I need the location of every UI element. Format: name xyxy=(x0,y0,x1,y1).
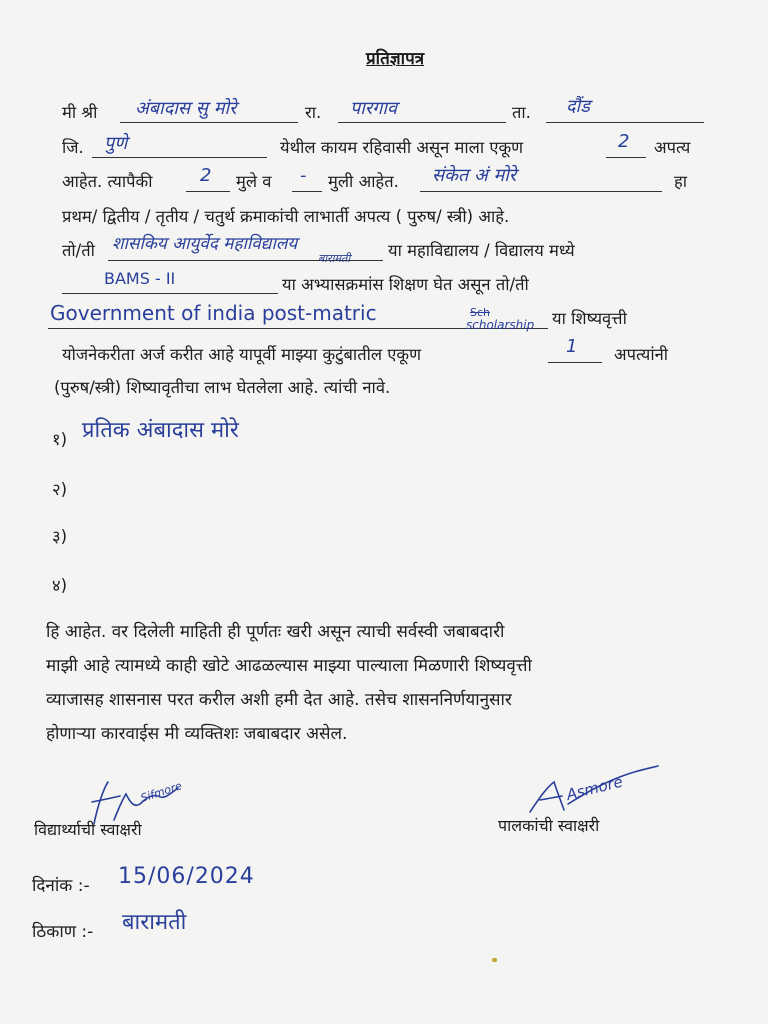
college-text: या महाविद्यालय / विद्यालय मध्ये xyxy=(388,241,575,260)
label-mule-va: मुले व xyxy=(236,172,272,191)
page-title: प्रतिज्ञापत्र xyxy=(366,49,425,69)
scholarship-value: Government of india post-matric xyxy=(50,301,377,325)
label-ji: जि. xyxy=(62,138,84,157)
daughters-value: - xyxy=(300,165,307,186)
parent-signature xyxy=(524,764,664,824)
label-to-ti: तो/ती xyxy=(62,241,95,260)
taluka-value: दौंड xyxy=(566,96,590,117)
label-apatya: अपत्य xyxy=(654,138,691,157)
place-label: ठिकाण :- xyxy=(32,922,94,942)
number-4: ४) xyxy=(52,576,68,595)
date-label: दिनांक :- xyxy=(32,876,90,896)
total-children-value: 2 xyxy=(618,131,630,152)
child-1-name: प्रतिक अंबादास मोरे xyxy=(82,418,239,443)
student-sign-label: विद्यार्थ्याची स्वाक्षरी xyxy=(34,820,142,839)
declaration-line-4: होणाऱ्या कारवाईस मी व्यक्तिशः जबाबदार असेल. xyxy=(46,724,348,744)
yojana-text: योजनेकरीता अर्ज करीत आहे यापूर्वी माझ्या कुटुंबातील एकूण xyxy=(62,345,422,364)
district-underline xyxy=(92,157,267,158)
rank-line: प्रथम/ द्वितीय / तृतीय / चतुर्थ क्रमाकांची लाभार्ती अपत्य ( पुरुष/ स्त्री) आहे. xyxy=(62,207,510,226)
label-ta: ता. xyxy=(512,103,531,122)
parent-sign-label: पालकांची स्वाक्षरी xyxy=(498,816,600,835)
name-underline xyxy=(120,122,298,123)
total-children-underline xyxy=(606,157,646,158)
scholarship-word: scholarship xyxy=(466,318,535,332)
label-muli-ahet: मुली आहेत. xyxy=(328,172,399,191)
number-3: ३) xyxy=(52,527,68,546)
beneficiary-underline xyxy=(420,191,662,192)
sons-underline xyxy=(186,191,230,192)
declaration-line-1: हि आहेत. वर दिलेली माहिती ही पूर्णतः खरी असून त्याची सर्वस्वी जबाबदारी xyxy=(46,622,505,642)
declaration-line-2: माझी आहे त्यामध्ये काही खोटे आढळल्यास माझ्या पाल्याला मिळणारी शिष्यवृत्ती xyxy=(46,656,532,676)
scholarship-struck: Sch xyxy=(470,306,491,319)
applicant-name: अंबादास सु मोरे xyxy=(135,98,237,119)
course-underline xyxy=(62,293,278,294)
declaration-line-3: व्याजासह शासनास परत करील अशी हमी देत आहे. तसेच शासननिर्णयानुसार xyxy=(46,690,512,710)
course-value: BAMS - II xyxy=(104,269,176,288)
course-text: या अभ्यासक्रमांस शिक्षण घेत असून तो/ती xyxy=(282,275,529,294)
label-ha: हा xyxy=(674,172,688,191)
residence-text: येथील कायम रहिवासी असून माला एकूण xyxy=(280,138,524,157)
label-mi-shri: मी श्री xyxy=(62,103,98,122)
taluka-underline xyxy=(546,122,704,123)
village-value: पारगाव xyxy=(350,98,398,119)
daughters-underline xyxy=(292,191,322,192)
beneficiary-value: संकेत अं मोरे xyxy=(432,165,517,186)
label-apatyanni: अपत्यांनी xyxy=(614,345,669,364)
prior-count-underline xyxy=(548,362,602,363)
village-underline xyxy=(338,122,506,123)
college-value: शासकिय आयुर्वेद महाविद्यालय xyxy=(112,234,298,254)
purush-line: (पुरुष/स्त्री) शिष्यावृतीचा लाभ घेतलेला आहे. त्यांची नावे. xyxy=(54,378,391,397)
number-2: २) xyxy=(52,480,68,499)
college-place-value: बारामती xyxy=(318,252,351,265)
date-value: 15/06/2024 xyxy=(118,864,255,889)
sons-value: 2 xyxy=(200,165,212,186)
student-signature-text: Sifmore xyxy=(138,779,184,805)
number-1: १) xyxy=(52,430,68,449)
parent-signature-text: Asmore xyxy=(564,772,625,804)
place-value: बारामती xyxy=(122,910,187,935)
label-ra: रा. xyxy=(305,103,322,122)
label-ahet-tyapaiki: आहेत. त्यापैकी xyxy=(62,172,153,191)
ink-speck xyxy=(492,958,497,962)
scholarship-text: या शिष्यवृत्ती xyxy=(552,309,627,328)
district-value: पुणे xyxy=(104,133,128,154)
prior-count-value: 1 xyxy=(566,336,578,357)
